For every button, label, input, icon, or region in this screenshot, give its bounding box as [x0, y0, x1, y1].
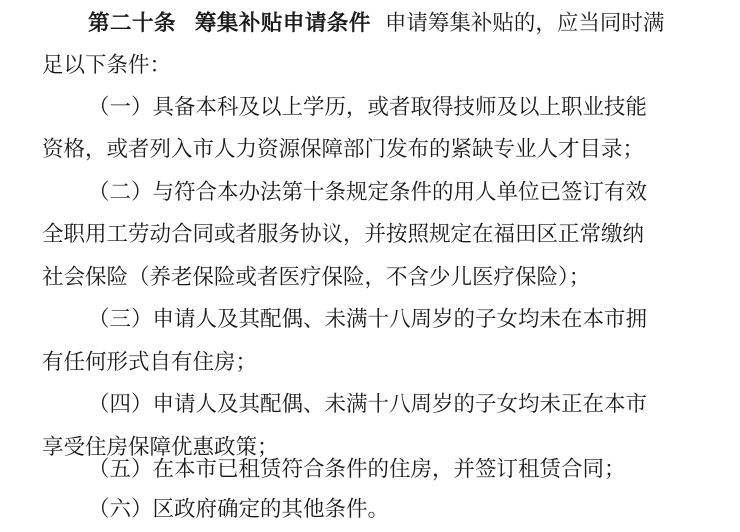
condition-3-line-1: （三）申请人及其配偶、未满十八周岁的子女均未在本市拥 — [88, 307, 648, 332]
condition-2-line-2: 全职用工劳动合同或者服务协议，并按照规定在福田区正常缴纳 — [42, 222, 645, 247]
condition-4-line-1: （四）申请人及其配偶、未满十八周岁的子女均未正在本市 — [88, 392, 648, 417]
condition-4-line-2: 享受住房保障优惠政策； — [42, 435, 279, 460]
article-intro-text: 申请筹集补贴的，应当同时满 — [384, 11, 665, 36]
article-number: 第二十条 — [88, 11, 177, 36]
condition-3-line-2: 有任何形式自有住房； — [42, 350, 258, 375]
article-title: 筹集补贴申请条件 — [194, 11, 371, 36]
condition-2-line-1: （二）与符合本办法第十条规定条件的用人单位已签订有效 — [88, 180, 648, 205]
condition-2-line-3: 社会保险（养老保险或者医疗保险，不含少儿医疗保险）； — [42, 265, 591, 290]
article-heading-line — [0, 2, 740, 46]
condition-1-line-2: 资格，或者列入市人力资源保障部门发布的紧缺专业人才目录； — [42, 137, 645, 162]
condition-5-line-1: （五）在本市已租赁符合条件的住房，并签订租赁合同； — [88, 457, 626, 482]
condition-1-line-1: （一）具备本科及以上学历，或者取得技师及以上职业技能 — [88, 95, 648, 120]
article-intro-continuation: 足以下条件： — [42, 53, 172, 78]
condition-6-line-1: （六）区政府确定的其他条件。 — [88, 497, 390, 522]
